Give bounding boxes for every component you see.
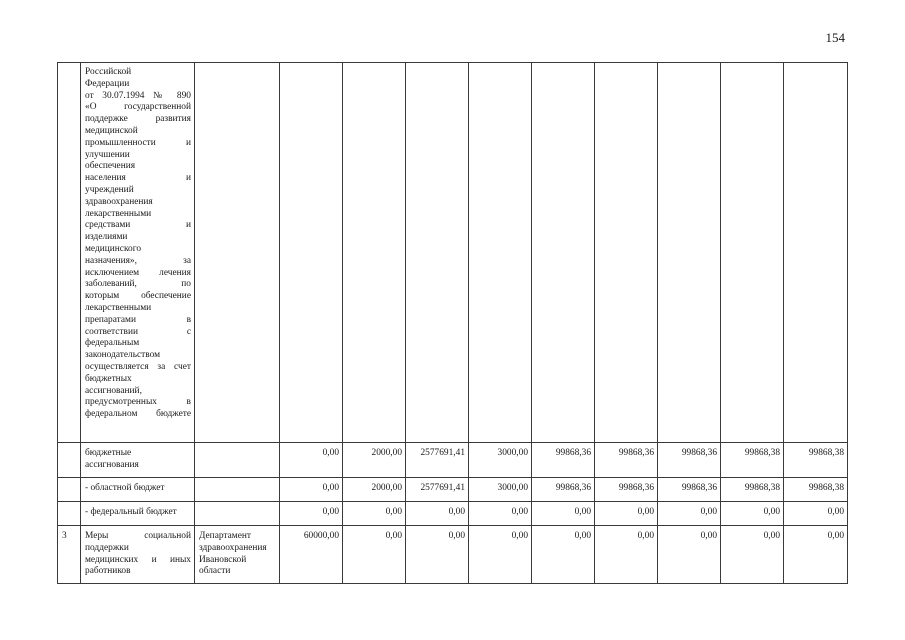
legal-basis-line: которым обеспечение bbox=[85, 291, 191, 302]
responsible-cell bbox=[195, 502, 280, 526]
value-cell bbox=[721, 63, 784, 443]
value-cell: 0,00 bbox=[469, 526, 532, 584]
value-cell: 99868,36 bbox=[595, 443, 658, 478]
legal-basis-line: бюджетных bbox=[85, 373, 132, 384]
value-cell: 0,00 bbox=[280, 478, 343, 502]
legal-basis-line: предусмотренных в bbox=[85, 397, 191, 408]
row-label-cell bbox=[81, 478, 195, 502]
index-cell: 3 bbox=[58, 526, 81, 584]
row-label-line: ассигнования bbox=[85, 459, 139, 470]
row-label-line: - федеральный бюджет bbox=[85, 507, 177, 517]
value-cell bbox=[784, 63, 848, 443]
value-cell: 0,00 bbox=[595, 526, 658, 584]
value-cell: 0,00 bbox=[721, 502, 784, 526]
value-cell: 0,00 bbox=[469, 502, 532, 526]
value-cell: 0,00 bbox=[784, 502, 848, 526]
value-cell: 99868,38 bbox=[721, 443, 784, 478]
value-cell: 60000,00 bbox=[280, 526, 343, 584]
value-cell: 99868,36 bbox=[658, 478, 721, 502]
legal-basis-line: промышленности и bbox=[85, 137, 191, 148]
legal-basis-line: назначения», за bbox=[85, 255, 191, 266]
value-cell: 3000,00 bbox=[469, 478, 532, 502]
value-cell: 99868,36 bbox=[532, 478, 595, 502]
row-label-cell bbox=[81, 502, 195, 526]
legal-basis-line: законодательством bbox=[85, 350, 161, 361]
legal-basis-line: медицинской bbox=[85, 125, 138, 136]
table-row-regional-budget bbox=[58, 478, 848, 502]
value-cell: 0,00 bbox=[595, 502, 658, 526]
legal-basis-line: лекарственными bbox=[85, 302, 152, 313]
value-cell bbox=[280, 63, 343, 443]
value-cell bbox=[595, 63, 658, 443]
value-cell: 0,00 bbox=[406, 502, 469, 526]
responsible-cell bbox=[195, 63, 280, 443]
page-number: 154 bbox=[825, 30, 845, 45]
row-label-line: медицинских и иных bbox=[85, 554, 191, 565]
legal-basis-line: обеспечения bbox=[85, 161, 136, 172]
table-row-legal-basis bbox=[58, 63, 848, 443]
responsible-cell bbox=[195, 526, 280, 584]
legal-basis-line: заболеваний, по bbox=[85, 279, 191, 290]
legal-basis-line: препаратами в bbox=[85, 314, 191, 325]
value-cell bbox=[532, 63, 595, 443]
legal-basis-line: изделиями bbox=[85, 232, 128, 243]
responsible-text: Департамент здравоохранения Ивановской области bbox=[199, 531, 267, 577]
row-label-cell bbox=[81, 526, 195, 584]
table-row-social-support bbox=[58, 526, 848, 584]
value-cell: 0,00 bbox=[721, 526, 784, 584]
value-cell: 99868,38 bbox=[784, 443, 848, 478]
row-label-line: Меры социальной bbox=[85, 531, 191, 541]
index-cell bbox=[58, 478, 81, 502]
index-cell bbox=[58, 443, 81, 478]
value-cell: 2577691,41 bbox=[406, 443, 469, 478]
index-cell bbox=[58, 63, 81, 443]
value-cell: 0,00 bbox=[784, 526, 848, 584]
legal-basis-line: средствами и bbox=[85, 220, 191, 231]
value-cell: 2000,00 bbox=[343, 443, 406, 478]
table-row-federal-budget bbox=[58, 502, 848, 526]
value-cell: 2000,00 bbox=[343, 478, 406, 502]
value-cell: 2577691,41 bbox=[406, 478, 469, 502]
row-label-line: поддержки bbox=[85, 542, 129, 553]
value-cell: 99868,36 bbox=[595, 478, 658, 502]
legal-basis-line: улучшении bbox=[85, 149, 130, 160]
legal-basis-line: учреждений bbox=[85, 184, 134, 195]
legal-basis-line: федеральном бюджете bbox=[85, 409, 191, 420]
value-cell bbox=[469, 63, 532, 443]
value-cell: 0,00 bbox=[532, 526, 595, 584]
table-row-budget-allocations bbox=[58, 443, 848, 478]
row-label-line: - областной бюджет bbox=[85, 483, 165, 493]
legal-basis-cell bbox=[81, 63, 195, 443]
legal-basis-line: лекарственными bbox=[85, 208, 152, 219]
value-cell: 3000,00 bbox=[469, 443, 532, 478]
value-cell: 99868,36 bbox=[532, 443, 595, 478]
value-cell: 0,00 bbox=[532, 502, 595, 526]
row-label-cell bbox=[81, 443, 195, 478]
value-cell: 0,00 bbox=[658, 526, 721, 584]
value-cell bbox=[406, 63, 469, 443]
legal-basis-line: медицинского bbox=[85, 243, 142, 254]
legal-basis-line: осуществляется за счет bbox=[85, 361, 191, 372]
legal-basis-line: населения и bbox=[85, 173, 191, 184]
responsible-cell bbox=[195, 478, 280, 502]
budget-table bbox=[57, 62, 848, 584]
value-cell: 0,00 bbox=[406, 526, 469, 584]
legal-basis-line: здравоохранения bbox=[85, 196, 153, 207]
legal-basis-line: соответствии с bbox=[85, 326, 191, 337]
legal-basis-line: ассигнований, bbox=[85, 385, 142, 396]
legal-basis-line: от 30.07.1994 № 890 bbox=[85, 90, 191, 101]
legal-basis-line: федеральным bbox=[85, 338, 140, 349]
value-cell: 99868,38 bbox=[784, 478, 848, 502]
value-cell: 0,00 bbox=[280, 443, 343, 478]
index-cell bbox=[58, 502, 81, 526]
value-cell bbox=[343, 63, 406, 443]
value-cell: 99868,38 bbox=[721, 478, 784, 502]
value-cell: 0,00 bbox=[343, 502, 406, 526]
value-cell: 0,00 bbox=[343, 526, 406, 584]
value-cell: 0,00 bbox=[280, 502, 343, 526]
legal-basis-line: Федерации bbox=[85, 78, 130, 89]
row-label-line: работников bbox=[85, 566, 131, 577]
row-label-line: бюджетные bbox=[85, 448, 132, 458]
value-cell bbox=[658, 63, 721, 443]
value-cell: 0,00 bbox=[658, 502, 721, 526]
legal-basis-line: «О государственной bbox=[85, 102, 191, 113]
value-cell: 99868,36 bbox=[658, 443, 721, 478]
legal-basis-line: поддержке развития bbox=[85, 114, 191, 125]
legal-basis-line: исключением лечения bbox=[85, 267, 191, 278]
responsible-cell bbox=[195, 443, 280, 478]
legal-basis-line: Российской bbox=[85, 67, 132, 77]
